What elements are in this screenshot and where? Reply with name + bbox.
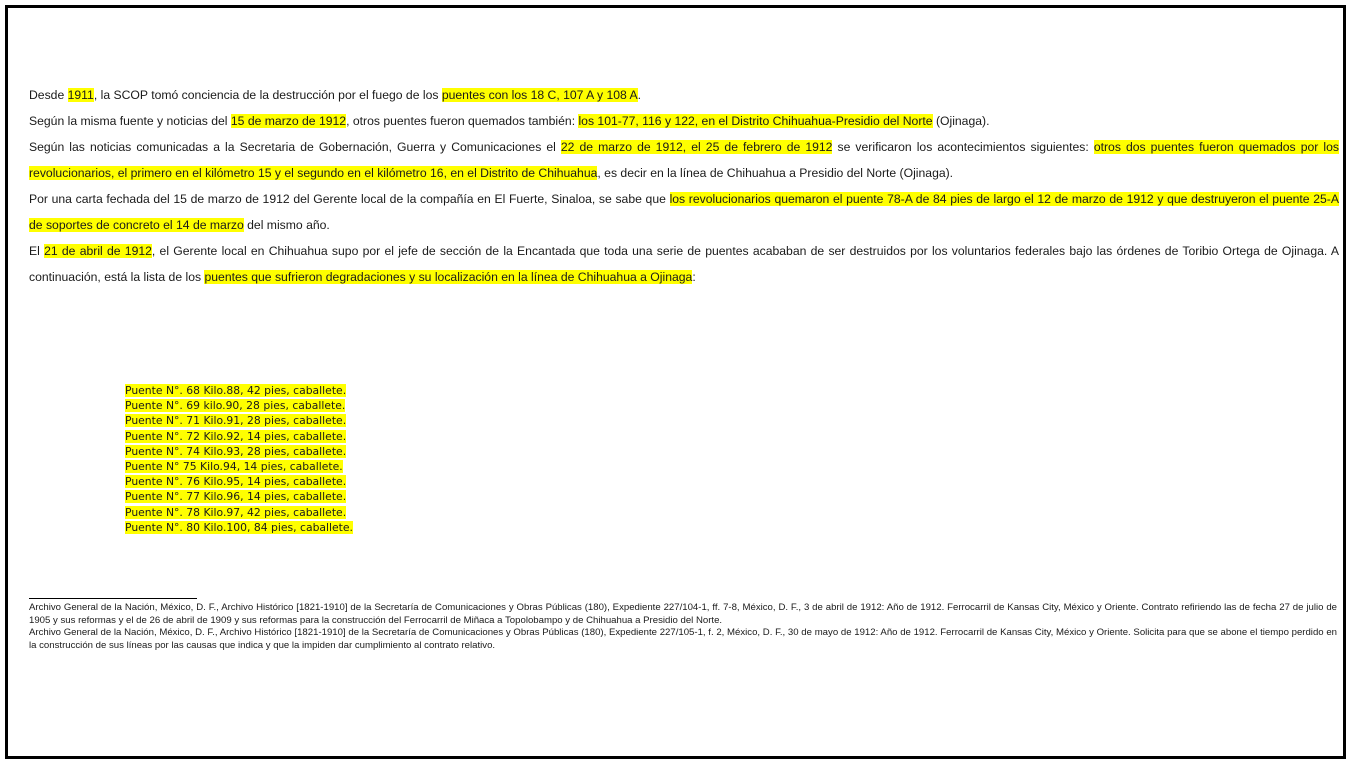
list-item <box>125 505 353 520</box>
highlighted-text: los revolucionarios quemaron el puente 78-A de 84 pies de largo el 12 de marzo de 1912 y que destruyeron el puente 25-A de soportes de concreto el 14 de marzo <box>29 192 1339 232</box>
bridge-entry: Puente N°. 80 Kilo.100, 84 pies, caballete. <box>125 520 353 534</box>
text-run: , la SCOP tomó conciencia de la destrucción por el fuego de los <box>93 88 442 102</box>
bridge-entry: Puente N°. 76 Kilo.95, 14 pies, caballete. <box>125 475 347 489</box>
list-item <box>125 474 353 489</box>
footnote-separator <box>29 598 197 599</box>
text-run: Según las noticias comunicadas a la Secretaria de Gobernación, Guerra y Comunicaciones el <box>29 140 561 154</box>
text-run: : <box>692 270 696 284</box>
paragraph <box>29 134 1339 186</box>
highlighted-text: los 101-77, 116 y 122, en el Distrito Chihuahua-Presidio del Norte <box>578 114 933 128</box>
text-run: se verificaron los acontecimientos siguientes: <box>832 140 1094 154</box>
document-body <box>29 82 1339 290</box>
bridge-entry: Puente N°. 74 Kilo.93, 28 pies, caballete. <box>125 444 347 458</box>
list-item <box>125 459 353 474</box>
footnote: Archivo General de la Nación, México, D. F., Archivo Histórico [1821-1910] de la Secretaría de Comunicaciones y Obras Públicas (180), Expediente 227/104-1, ff. 7-8, México, D. F., 3 de abril de 1912: Año de 1912. Ferrocarril de Kansas City, México y Oriente. Contrato refiriendo las de fecha 27 de julio de 1905 y sus reformas y el de 26 de abril de 1909 y sus reformas para la construcción del Ferrocarril de Miñaca a Topolobampo y de Chihuahua a Presidio del Norte. <box>29 602 1337 626</box>
text-run: El <box>29 244 45 258</box>
text-run: Por una carta fechada del 15 de marzo de 1912 del Gerente local de la compañía en El Fuerte, Sinaloa, se sabe que <box>29 192 670 206</box>
list-item <box>125 383 353 398</box>
list-item <box>125 413 353 428</box>
highlighted-text: 1911 <box>67 88 94 102</box>
highlighted-text: otros dos puentes fueron quemados por los revolucionarios, el primero en el kilómetro 15 y el segundo en el kilómetro 16, en el Distrito de Chihuahua <box>29 140 1339 180</box>
bridge-entry: Puente N° 75 Kilo.94, 14 pies, caballete. <box>125 460 343 474</box>
paragraph <box>29 238 1339 290</box>
highlighted-text: 21 de abril de 1912 <box>44 244 152 258</box>
list-item <box>125 444 353 459</box>
bridge-entry: Puente N°. 78 Kilo.97, 42 pies, caballete. <box>125 505 347 519</box>
bridge-entry: Puente N°. 71 Kilo.91, 28 pies, caballete. <box>125 414 347 428</box>
list-item <box>125 398 353 413</box>
text-run: , el Gerente local en Chihuahua supo por el jefe de sección de la Encantada que toda una serie de puentes acababan de ser destruidos por los voluntarios federales bajo las órdenes de Toribio Ortega de Ojinaga. A continuación, está la lista de los <box>29 244 1339 284</box>
bridge-entry: Puente N°. 69 kilo.90, 28 pies, caballete. <box>125 399 346 413</box>
highlighted-text: 15 de marzo de 1912 <box>230 114 347 128</box>
paragraph <box>29 108 1339 134</box>
footnotes <box>29 602 1337 652</box>
bridge-entry: Puente N°. 77 Kilo.96, 14 pies, caballete. <box>125 490 347 504</box>
highlighted-text: 22 de marzo de 1912, el 25 de febrero de 1912 <box>560 140 833 154</box>
bridge-list <box>125 383 353 535</box>
list-item <box>125 429 353 444</box>
text-run: . <box>637 88 642 102</box>
text-run: del mismo año. <box>243 218 330 232</box>
footnote: Archivo General de la Nación, México, D. F., Archivo Histórico [1821-1910] de la Secretaría de Comunicaciones y Obras Públicas (180), Expediente 227/105-1, f. 2, México, D. F., 30 de mayo de 1912: Año de 1912. Ferrocarril de Kansas City, México y Oriente. Solicita para que se abone el tiempo perdido en la construcción de sus líneas por las causas que indica y que la impiden dar cumplimiento al contrato relativo. <box>29 627 1337 651</box>
text-run: Desde <box>29 88 68 102</box>
text-run: , otros puentes fueron quemados también: <box>346 114 579 128</box>
paragraph <box>29 186 1339 238</box>
highlighted-text: puentes con los 18 C, 107 A y 108 A <box>441 88 638 102</box>
list-item <box>125 489 353 504</box>
bridge-entry: Puente N°. 68 Kilo.88, 42 pies, caballete. <box>125 384 347 397</box>
list-item <box>125 520 353 535</box>
text-run: (Ojinaga). <box>932 114 990 128</box>
bridge-entry: Puente N°. 72 Kilo.92, 14 pies, caballete. <box>125 429 347 443</box>
paragraph <box>29 82 1339 108</box>
text-run: , es decir en la línea de Chihuahua a Presidio del Norte (Ojinaga). <box>597 166 954 180</box>
highlighted-text: puentes que sufrieron degradaciones y su localización en la línea de Chihuahua a Ojinaga <box>204 270 693 284</box>
text-run: Según la misma fuente y noticias del <box>29 114 231 128</box>
document-frame <box>5 5 1346 759</box>
